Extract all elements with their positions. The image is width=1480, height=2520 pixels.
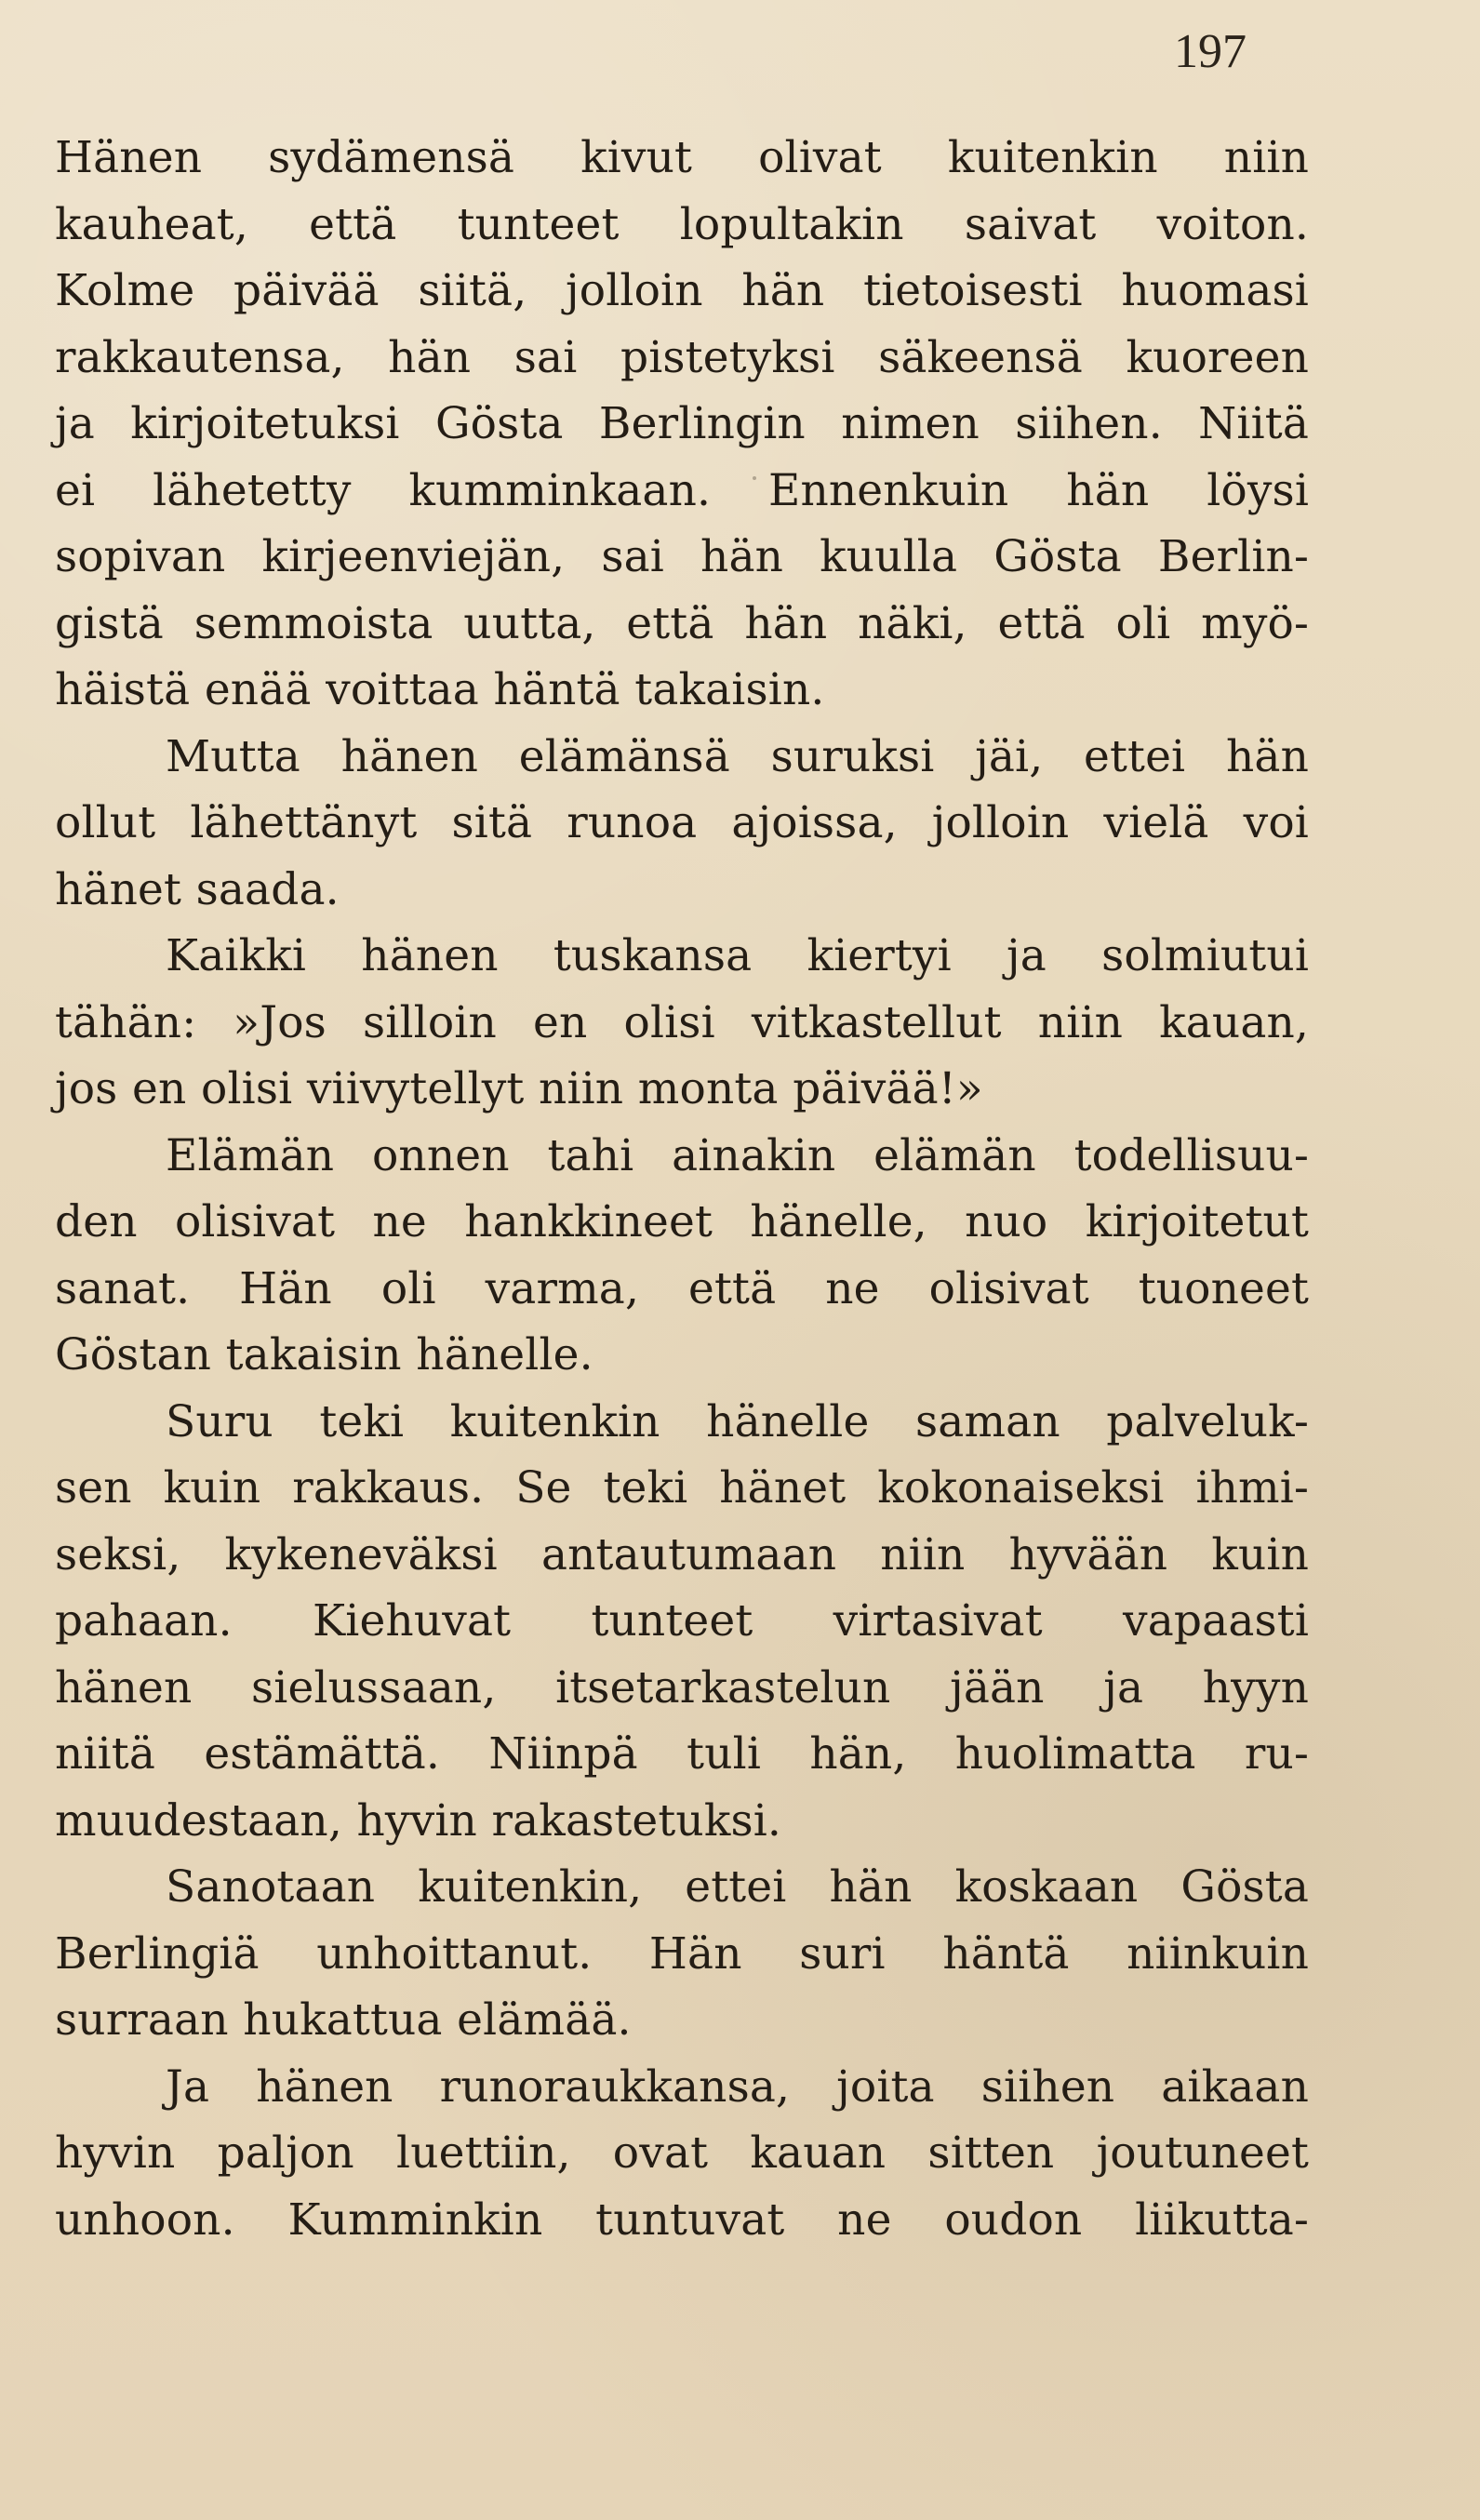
page-number: 197 [1174, 25, 1247, 78]
text-line: Kolme päivää siitä, jolloin hän tietoisesti huomasi [55, 265, 1309, 316]
text-line: muudestaan, hyvin rakastetuksi. [55, 1794, 782, 1847]
text-line: Göstan takaisin hänelle. [55, 1329, 593, 1380]
paragraph-first-line: Kaikki hänen tuskansa kiertyi ja solmiutui [166, 930, 1309, 981]
text-line: ei lähetetty kumminkaan. Ennenkuin hän löysi [55, 464, 1309, 516]
paragraph-first-line: Ja hänen runoraukkansa, joita siihen aikaan [166, 2060, 1309, 2113]
text-line: sanat. Hän oli varma, että ne olisivat tuoneet [55, 1262, 1309, 1314]
text-line: jos en olisi viivytellyt niin monta päivää!» [55, 1063, 983, 1114]
text-line: pahaan. Kiehuvat tunteet virtasivat vapaasti [55, 1595, 1309, 1647]
text-line: hänet saada. [55, 863, 340, 915]
text-line: den olisivat ne hankkineet hänelle, nuo kirjoitetut [55, 1196, 1309, 1247]
text-line: tähän: »Jos silloin en olisi vitkastellut niin kauan, [55, 996, 1309, 1048]
text-line: gistä semmoista uutta, että hän näki, että oli myö- [55, 597, 1309, 649]
text-line: Hänen sydämensä kivut olivat kuitenkin niin [55, 132, 1309, 183]
print-speck [1298, 151, 1301, 154]
text-line: häistä enää voittaa häntä takaisin. [55, 664, 825, 715]
paragraph-first-line: Elämän onnen tahi ainakin elämän todellisuu- [166, 1129, 1309, 1181]
text-line: unhoon. Kumminkin tuntuvat ne oudon liikutta- [55, 2193, 1309, 2246]
print-speck [753, 476, 756, 480]
text-line: niitä estämättä. Niinpä tuli hän, huolimatta ru- [55, 1728, 1309, 1780]
paragraph-first-line: Sanotaan kuitenkin, ettei hän koskaan Gösta [166, 1861, 1309, 1913]
text-line: Berlingiä unhoittanut. Hän suri häntä niinkuin [55, 1927, 1309, 1980]
text-line: seksi, kykeneväksi antautumaan niin hyvään kuin [55, 1528, 1309, 1580]
text-line: sopivan kirjeenviejän, sai hän kuulla Gösta Berlin- [55, 531, 1309, 582]
text-line: surraan hukattua elämää. [55, 1994, 632, 2046]
print-speck [987, 1300, 991, 1303]
text-line: ja kirjoitetuksi Gösta Berlingin nimen siihen. Niitä [55, 398, 1309, 449]
body-text [55, 125, 1309, 2253]
text-line: hänen sielussaan, itsetarkastelun jään ja hyyn [55, 1661, 1309, 1713]
paragraph-first-line: Suru teki kuitenkin hänelle saman palveluk- [166, 1395, 1309, 1447]
text-line: ollut lähettänyt sitä runoa ajoissa, jolloin vielä voi [55, 797, 1309, 848]
text-line: kauheat, että tunteet lopultakin saivat voiton. [55, 198, 1309, 250]
paragraph-first-line: Mutta hänen elämänsä suruksi jäi, ettei hän [166, 730, 1309, 782]
text-line: sen kuin rakkaus. Se teki hänet kokonaiseksi ihmi- [55, 1462, 1309, 1513]
text-line: hyvin paljon luettiin, ovat kauan sitten joutuneet [55, 2127, 1309, 2179]
text-line: rakkautensa, hän sai pistetyksi säkeensä kuoreen [55, 331, 1309, 383]
